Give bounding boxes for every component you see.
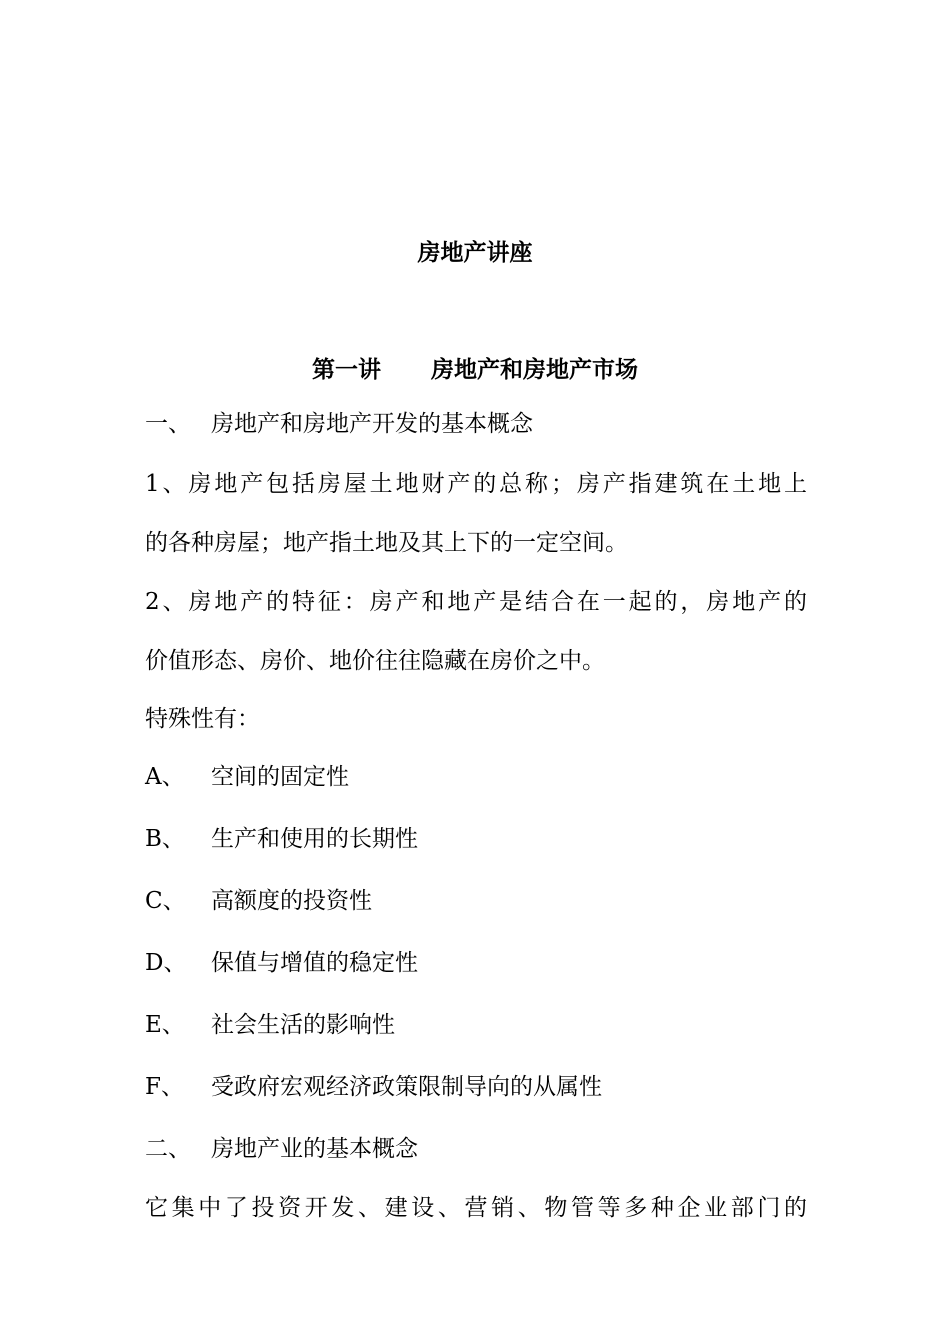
- lecture-title: [0, 351, 950, 384]
- list-item-text: 高额度的投资性: [211, 888, 372, 914]
- paragraph-line: 价值形态、房价、地价往往隐藏在房价之中。: [145, 648, 605, 674]
- section-marker: 一、: [145, 411, 191, 437]
- section-heading-2: [145, 1134, 418, 1164]
- list-item-marker: C、: [145, 888, 186, 914]
- list-item-text: 受政府宏观经济政策限制导向的从属性: [211, 1074, 602, 1100]
- list-intro: 特殊性有：: [145, 706, 260, 732]
- list-item-text: 空间的固定性: [211, 764, 349, 790]
- paragraph-line: 它集中了投资开发、建设、营销、物管等多种企业部门的: [145, 1195, 807, 1221]
- list-item: [145, 948, 418, 978]
- lecture-name: 房地产和房地产市场: [431, 356, 638, 383]
- section-heading-1: [145, 409, 533, 439]
- list-item: [145, 1010, 395, 1040]
- list-item-text: 社会生活的影响性: [211, 1012, 395, 1038]
- list-item-marker: B、: [145, 826, 185, 852]
- paragraph-line: 2、房地产的特征：房产和地产是结合在一起的，房地产的: [145, 589, 807, 615]
- list-item: [145, 824, 418, 854]
- list-item: [145, 762, 349, 792]
- section-heading-text: 房地产和房地产开发的基本概念: [211, 411, 533, 437]
- paragraph-line: 的各种房屋；地产指土地及其上下的一定空间。: [145, 530, 628, 556]
- list-item-marker: D、: [145, 950, 187, 976]
- lecture-number: 第一讲: [312, 356, 381, 383]
- list-item: [145, 886, 372, 916]
- list-item-marker: A、: [145, 764, 185, 790]
- list-item-marker: F、: [145, 1074, 184, 1100]
- list-item-marker: E、: [145, 1012, 185, 1038]
- paragraph-line: 1、房地产包括房屋土地财产的总称；房产指建筑在土地上: [145, 471, 807, 497]
- section-heading-text: 房地产业的基本概念: [211, 1136, 418, 1162]
- document-title: 房地产讲座: [417, 239, 533, 266]
- list-item-text: 保值与增值的稳定性: [211, 950, 418, 976]
- section-marker: 二、: [145, 1136, 191, 1162]
- list-item: [145, 1072, 602, 1102]
- list-item-text: 生产和使用的长期性: [211, 826, 418, 852]
